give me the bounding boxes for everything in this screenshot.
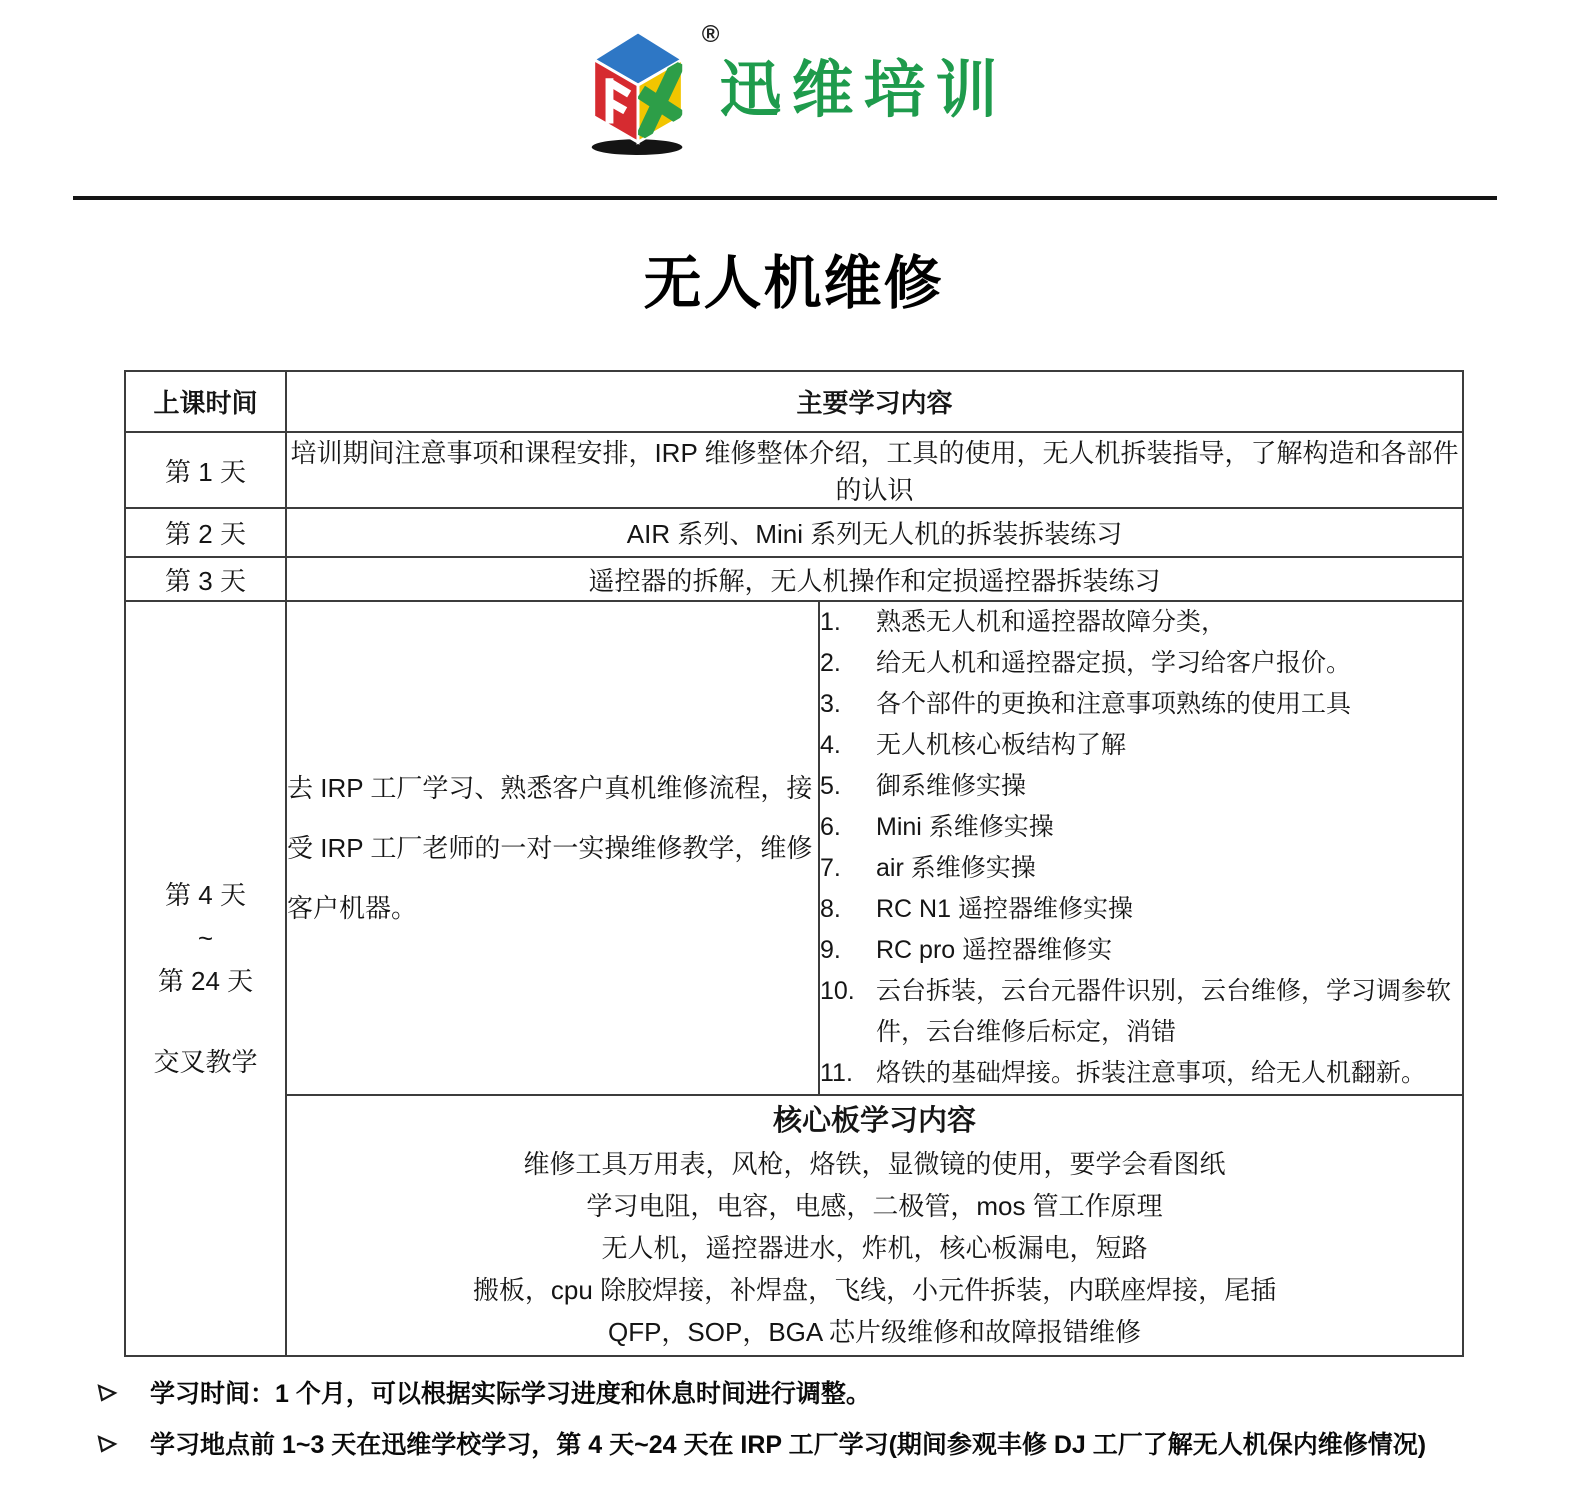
table-row xyxy=(125,432,1463,508)
item-text: RC N1 遥控器维修实操 xyxy=(876,895,1133,923)
item-text: 给无人机和遥控器定损，学习给客户报价。 xyxy=(876,649,1352,677)
item-text: 各个部件的更换和注意事项熟练的使用工具 xyxy=(876,690,1352,718)
list-item xyxy=(820,684,1462,725)
day-cell: 第 3 天 xyxy=(125,557,286,601)
item-number: 11. xyxy=(820,1059,853,1087)
item-number: 6. xyxy=(820,813,841,841)
content-cell: 培训期间注意事项和课程安排，IRP 维修整体介绍，工具的使用，无人机拆装指导，了解构造和各部件的认识 xyxy=(286,432,1463,508)
header-class-time: 上课时间 xyxy=(125,371,286,432)
item-number: 10. xyxy=(820,977,855,1005)
multi-day-schedule-cell xyxy=(125,601,286,1356)
logo-header xyxy=(0,0,1587,162)
arrowhead-right-icon xyxy=(95,1428,150,1461)
item-text: Mini 系维修实操 xyxy=(876,813,1054,841)
core-board-heading: 核心板学习内容 xyxy=(773,1104,977,1137)
day-cell: 第 2 天 xyxy=(125,508,286,557)
numbered-topics-cell xyxy=(819,601,1463,1095)
list-item xyxy=(820,889,1462,930)
table-header-row xyxy=(125,371,1463,432)
core-board-line: 搬板，cpu 除胶焊接，补焊盘，飞线，小元件拆装，内联座焊接，尾插 xyxy=(472,1274,1277,1305)
list-item xyxy=(820,602,1462,643)
item-number: 8. xyxy=(820,895,841,923)
arrowhead-right-icon xyxy=(95,1377,150,1410)
footnotes xyxy=(95,1377,1587,1462)
note-row xyxy=(95,1377,1587,1411)
header-main-content: 主要学习内容 xyxy=(286,371,1463,432)
core-board-line: 无人机，遥控器进水，炸机，核心板漏电，短路 xyxy=(601,1232,1148,1263)
item-number: 7. xyxy=(820,854,841,882)
core-board-line: 学习电阻，电容，电感，二极管，mos 管工作原理 xyxy=(586,1190,1163,1221)
list-item xyxy=(820,1053,1462,1094)
list-item xyxy=(820,930,1462,971)
brand-name: 迅维培训 xyxy=(719,56,1008,125)
list-item xyxy=(820,643,1462,684)
schedule-line: 第 4 天 xyxy=(165,879,246,910)
list-item xyxy=(820,766,1462,807)
list-item xyxy=(820,725,1462,766)
core-board-line: QFP，SOP，BGA 芯片级维修和故障报错维修 xyxy=(607,1316,1142,1347)
note-text: 学习时间：1 个月，可以根据实际学习进度和休息时间进行调整。 xyxy=(150,1380,871,1408)
item-number: 4. xyxy=(820,731,841,759)
note-text: 学习地点前 1~3 天在迅维学校学习，第 4 天~24 天在 IRP 工厂学习(期间参观丰修 DJ 工厂了解无人机保内维修情况) xyxy=(150,1431,1427,1459)
schedule-line: ~ xyxy=(197,922,214,953)
fx-cube-graphic xyxy=(579,27,701,155)
header-divider xyxy=(73,196,1497,200)
item-text: 无人机核心板结构了解 xyxy=(876,731,1127,759)
item-text: air 系维修实操 xyxy=(876,854,1036,882)
item-text: 烙铁的基础焊接。拆装注意事项，给无人机翻新。 xyxy=(876,1059,1427,1087)
item-number: 3. xyxy=(820,690,841,718)
day-cell: 第 1 天 xyxy=(125,432,286,508)
core-board-row xyxy=(125,1095,1463,1356)
list-item xyxy=(820,971,1462,1053)
note-row xyxy=(95,1428,1587,1462)
registered-trademark: ® xyxy=(701,21,720,48)
core-board-cell xyxy=(286,1095,1463,1356)
list-item xyxy=(820,848,1462,889)
list-item xyxy=(820,807,1462,848)
item-text: 云台拆装，云台元器件识别，云台维修，学习调参软件，云台维修后标定，消错 xyxy=(876,977,1452,1046)
schedule-line: 第 24 天 xyxy=(157,965,254,996)
multi-day-row xyxy=(125,601,1463,1095)
schedule-line: 交叉教学 xyxy=(153,1046,258,1077)
item-text: 御系维修实操 xyxy=(876,772,1027,800)
item-number: 5. xyxy=(820,772,841,800)
course-schedule-table xyxy=(124,370,1464,1357)
content-cell: 遥控器的拆解，无人机操作和定损遥控器拆装练习 xyxy=(286,557,1463,601)
content-cell: AIR 系列、Mini 系列无人机的拆装拆装练习 xyxy=(286,508,1463,557)
table-row xyxy=(125,508,1463,557)
factory-learning-cell: 去 IRP 工厂学习、熟悉客户真机维修流程，接受 IRP 工厂老师的一对一实操维修教学，维修客户机器。 xyxy=(286,601,819,1095)
fx-cube-logo-icon xyxy=(579,21,720,155)
item-number: 2. xyxy=(820,649,841,677)
core-board-line: 维修工具万用表，风枪，烙铁，显微镜的使用，要学会看图纸 xyxy=(523,1148,1226,1179)
item-text: 熟悉无人机和遥控器故障分类， xyxy=(876,608,1227,636)
item-text: RC pro 遥控器维修实 xyxy=(876,936,1113,964)
page-title: 无人机维修 xyxy=(643,251,944,316)
table-row xyxy=(125,557,1463,601)
item-number: 9. xyxy=(820,936,841,964)
item-number: 1. xyxy=(820,608,841,636)
